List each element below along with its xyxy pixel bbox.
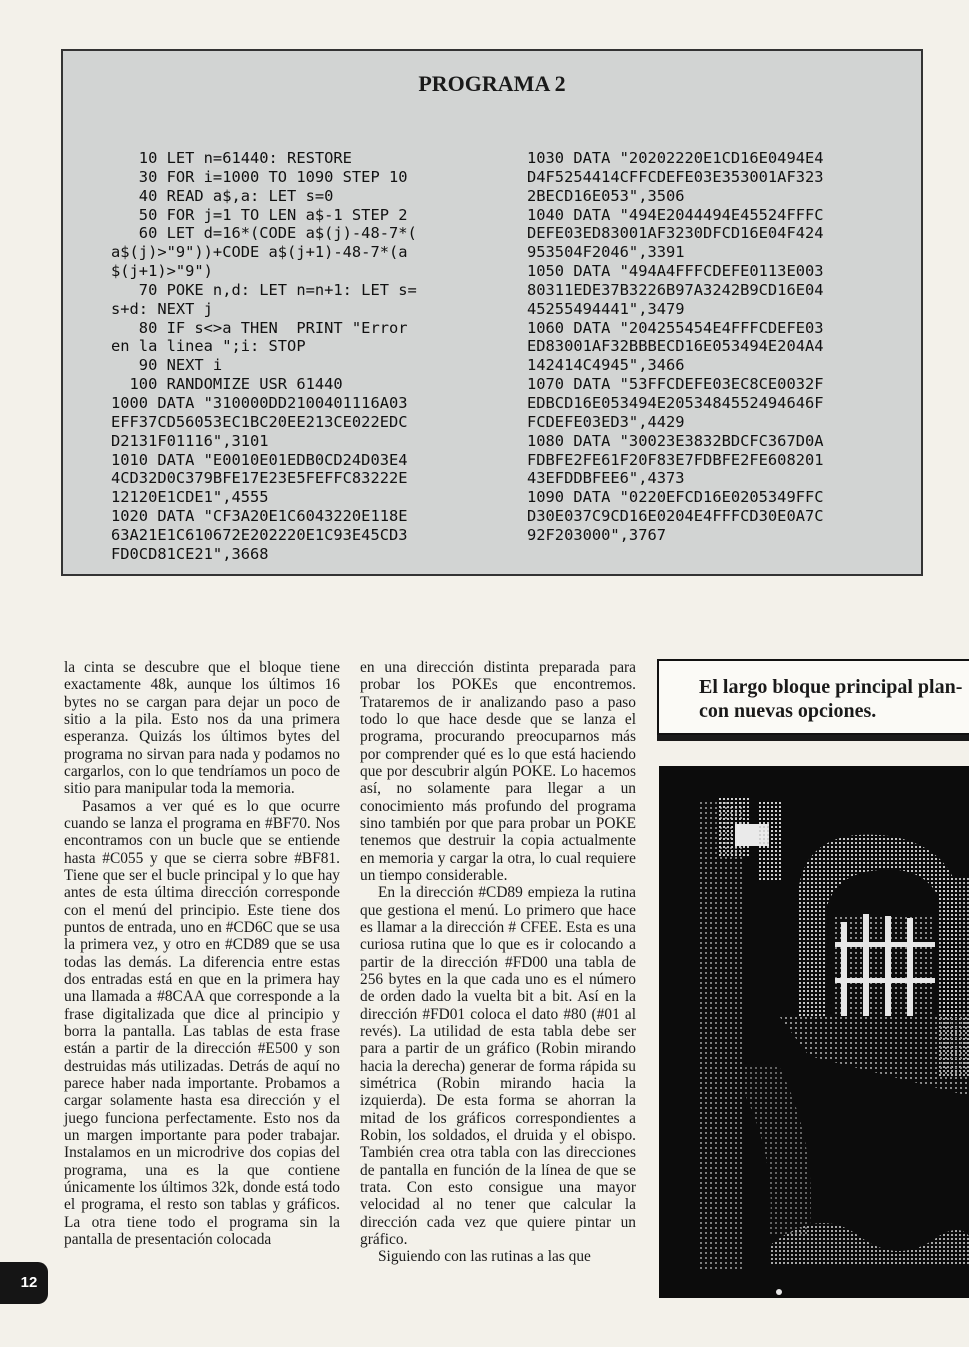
program-title: PROGRAMA 2 (418, 71, 566, 96)
paragraph: en una dirección distinta preparada para probar los POKEs que encontremos. Trataremos de ir analizando paso a paso todo lo que hace desde que se lanza el programa, procurando preocuparnos más por comprender qué es lo que está haciendo que por descubrir algún POKE. Lo hacemos así, no solamente para llegar a un conocimiento más profundo del programa sino también por que para probar un POKE tenemos que destruir la copia actualmente en memoria y cargar la otra, lo cual requiere un tiempo considerable. (360, 659, 636, 884)
paragraph: En la dirección #CD89 empieza la rutina que gestiona el menú. Lo primero que hace es llamar a la dirección # CFEE. Esta es una curiosa rutina que lo que es ir colocando a partir de la dirección #FD00 una tabla de 256 bytes en la que cada uno es el número de orden dado la vuelta bit a bit. Así en la dirección #FD01 coloca el dato #80 (#01 al revés). La utilidad de esta tabla debe ser para a partir de un gráfico (Robin mirando hacia la derecha) generar de forma rápida su simétrica (Robin mirando hacia la izquierda). De esta forma se ahorran la mitad de los gráficos correspondientes a Robin, los soldados, el druida y el obispo. También crea otra tabla con las direcciones de pantalla en función de la línea de que se trata. Con esto consigue una mayor velocidad al no tener que calcular la dirección cada vez que quiere pintar un gráfico. (360, 884, 636, 1248)
basic-listing-right: 1030 DATA "20202220E1CD16E0494E4 D4F5254414CFFCDEFE03E353001AF323 2BECD16E053",3506 1040 DATA "494E2044494E45524FFFC DEFE03ED83001AF3230DFCD16E04F424 953504F2046",3391 1050 DATA "494A4FFFCDEFE0113E003 80311EDE37B3226B97A3242B9CD16E04 45255494441",3479 1060 DATA "204255454E4FFFCDEFE03 ED83001AF32BBBECD16E053494E204A4 142414C4945",3466 1070 DATA "53FFCDEFE03EC8CE0032F EDBCD16E053494E2053484552494646F FCDEFE03ED3",4429 1080 DATA "30023E3832BDCFC367D0A FDBFE2FE61F20F83E7FDBFE2FE608201 43EFDDBFEE6",4373 1090 DATA "0220EFCD16E0205349FFC D30E037C9CD16E0204E4FFFCD30E0A7C 92F203000",3767 (527, 149, 824, 544)
paragraph: Pasamos a ver qué es lo que ocurre cuando se lanza el programa en #BF70. Nos encontramos con un bucle que se entiende hasta #C055 y que se cierra sobre #BF81. Tiene que ser el bucle principal y lo que hay antes de esta última dirección corresponde con el menú del principio. Este tiene dos puntos de entrada, uno en #CD6C que se usa la primera vez, y otro en #CD89 que se usa todas las demás. La diferencia entre estas dos entradas está en que en la primera hay una llamada a #8CAA que corresponde a la frase digitalizada que dice al principio y borra la pantalla. Las tablas de esta frase están a partir de la dirección #E500 y son destruidas más utilizadas. Detrás de aquí no parece haber nada importante. Probamos a cargar solamente hasta esa dirección y el juego funciona perfectamente. Esto nos da un margen importante para poder trabajar. Instalamos en un microdrive dos copias del programa, una es la que contiene únicamente los últimos 32k, donde está todo el programa, el resto son tablas y gráficos. La otra tiene todo el programa sin la pantalla de presentación colocada (64, 797, 340, 1248)
article-column-1 (64, 659, 340, 1248)
caption-rule (657, 735, 969, 741)
article-column-2 (360, 659, 636, 1265)
program-listing-box (61, 49, 923, 576)
caption-line: El largo bloque principal plan- (699, 676, 963, 698)
paragraph: Siguiendo con las rutinas a las que (378, 1248, 591, 1266)
paragraph: la cinta se descubre que el bloque tiene exactamente 48k, aunque los últimos 16 bytes no se cargan para dejar un poco de sitio a la pila. Esto nos da una primera esperanza. Quizás los últimos bytes del programa no sirvan para nada y podamos no cargarlos, con lo que tendríamos un poco de sitio para manipular toda la memoria. (64, 659, 340, 798)
page-number: 12 (0, 1262, 48, 1304)
image-caption (657, 659, 969, 735)
basic-listing-left: 10 LET n=61440: RESTORE 30 FOR i=1000 TO 1090 STEP 10 40 READ a$,a: LET s=0 50 FOR j=1 TO LEN a$-1 STEP 2 60 LET d=16*(CODE a$(j)-48-7*( a$(j)>"9"))+CODE a$(j+1)-48-7*(a $(j+1)>"9") 70 POKE n,d: LET n=n+1: LET s= s+d: NEXT j 80 IF s<>a THEN PRINT "Error en la linea ";i: STOP 90 NEXT i 100 RANDOMIZE USR 61440 1000 DATA "310000DD2100401116A03 EFF37CD56053EC1BC20EE213CE022EDC D2131F01116",3101 1010 DATA "E0010E01EDB0CD24D03E4 4CD32D0C379BFE17E23E5FEFFC83222E 12120E1CDE1",4555 1020 DATA "CF3A20E1C6043220E118E 63A21E1C610672E202220E1C93E45CD3 FD0CD81CE21",3668 (111, 149, 417, 563)
game-screenshot-graphic (659, 766, 969, 1298)
caption-line: con nuevas opciones. (699, 700, 877, 722)
game-screenshot (659, 766, 969, 1298)
caption-text (699, 675, 962, 723)
